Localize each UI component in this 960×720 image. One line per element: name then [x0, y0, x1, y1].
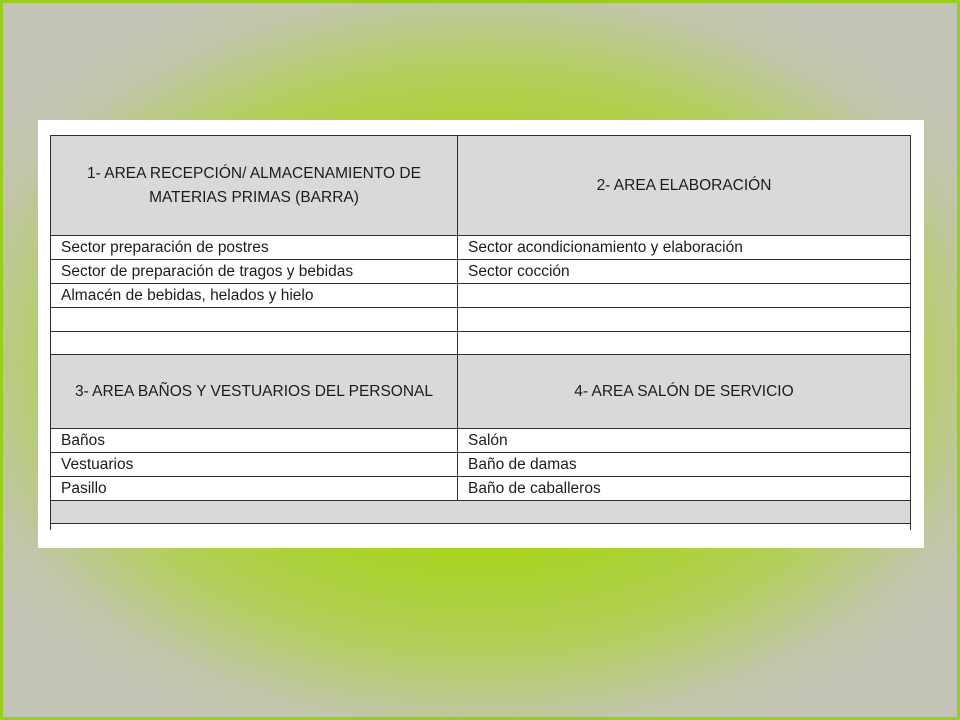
- table-row: [51, 308, 911, 332]
- section-1-item: Almacén de bebidas, helados y hielo: [51, 284, 458, 308]
- table-header-row: [51, 136, 911, 236]
- areas-table: [50, 135, 911, 530]
- section-4-item: Salón: [458, 429, 911, 453]
- section-3-item: Vestuarios: [51, 453, 458, 477]
- table-header-row: [51, 355, 911, 429]
- section-2-item: [458, 308, 911, 332]
- section-1-item: [51, 308, 458, 332]
- table-tail-row: [51, 524, 911, 530]
- section-4-item: Baño de caballeros: [458, 477, 911, 501]
- table-row: [51, 477, 911, 501]
- section-1-heading: 1- AREA RECEPCIÓN/ ALMACENAMIENTO DE MATERIAS PRIMAS (BARRA): [51, 136, 458, 236]
- table-footer-row: [51, 501, 911, 524]
- section-1-item: [51, 331, 458, 355]
- table-row: [51, 260, 911, 284]
- table-row: [51, 453, 911, 477]
- section-3-item: Baños: [51, 429, 458, 453]
- section-3-item: Pasillo: [51, 477, 458, 501]
- section-2-item: Sector cocción: [458, 260, 911, 284]
- table-card: [38, 120, 924, 548]
- table-row: [51, 429, 911, 453]
- table-row: [51, 236, 911, 260]
- section-2-heading: 2- AREA ELABORACIÓN: [458, 136, 911, 236]
- footer-cell: [51, 501, 911, 524]
- section-4-item: Baño de damas: [458, 453, 911, 477]
- section-4-heading: 4- AREA SALÓN DE SERVICIO: [458, 355, 911, 429]
- section-2-item: Sector acondicionamiento y elaboración: [458, 236, 911, 260]
- section-2-item: [458, 331, 911, 355]
- section-3-heading: 3- AREA BAÑOS Y VESTUARIOS DEL PERSONAL: [51, 355, 458, 429]
- section-1-item: Sector de preparación de tragos y bebidas: [51, 260, 458, 284]
- table-row: [51, 284, 911, 308]
- section-2-item: [458, 284, 911, 308]
- tail-cell: [51, 524, 911, 530]
- table-row: [51, 331, 911, 355]
- section-1-item: Sector preparación de postres: [51, 236, 458, 260]
